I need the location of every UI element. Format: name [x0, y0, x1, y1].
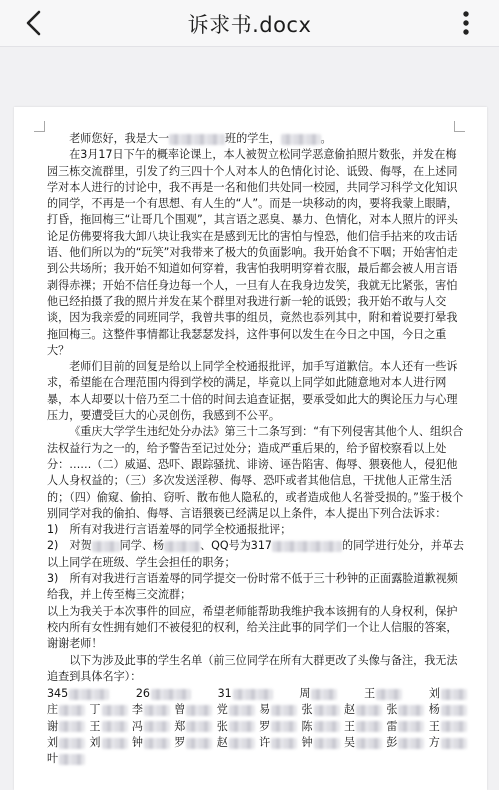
- student-name-text: 26: [135, 687, 150, 701]
- paragraph-text: 班的学生，: [225, 132, 281, 145]
- student-name-list: [47, 686, 467, 767]
- student-name: [386, 702, 424, 718]
- student-name: [386, 735, 424, 751]
- redaction-blur: [441, 689, 467, 700]
- student-name-text: 赵: [216, 735, 228, 749]
- paragraph-text: 老师们目前的回复是给以上同学全校通报批评，加手写道歉信。本人还有一些诉求，希望能在合理范围内得到学校的满足，毕竟以上同学如此随意地对本人进行网暴，本人却要以十倍乃至二十倍的时间去追查证据，要承受如此大的舆论压力与心理压力，要遭受巨大的心灵创伤，我感到不公平。: [47, 360, 458, 423]
- redaction-blur: [169, 134, 225, 145]
- redaction-blur: [271, 721, 297, 732]
- student-name-text: 杨: [428, 703, 440, 717]
- redaction-blur: [229, 738, 255, 749]
- redaction-blur: [311, 689, 337, 700]
- student-name: [259, 735, 297, 751]
- student-name-text: 张: [301, 703, 313, 717]
- redaction-blur: [356, 738, 382, 749]
- document-paragraph: [47, 522, 467, 538]
- redaction-blur: [272, 541, 342, 552]
- student-name: [344, 702, 382, 718]
- redaction-blur: [271, 738, 297, 749]
- student-name: [364, 686, 402, 702]
- student-name-text: 345: [47, 687, 69, 701]
- document-paragraph: [47, 424, 467, 522]
- redaction-blur: [59, 705, 85, 716]
- student-name-text: 王: [343, 719, 356, 733]
- paragraph-text: 1) 所有对我进行言语羞辱的同学全校通报批评；: [47, 523, 292, 537]
- redaction-blur: [314, 721, 340, 732]
- redaction-blur: [186, 721, 212, 732]
- student-name: [259, 702, 297, 718]
- paragraph-text: 同学、杨: [119, 539, 165, 553]
- name-row: [47, 719, 467, 735]
- student-name: [47, 735, 85, 751]
- paragraph-text: 3) 所有对我进行言语羞辱的同学提交一份时常不低于三十秒钟的正面露脸道歉视频给我，并上传至梅三交流群；: [47, 572, 458, 602]
- student-name-text: 郑: [174, 719, 186, 733]
- student-name: [132, 719, 170, 735]
- student-name: [47, 686, 109, 702]
- redaction-blur: [186, 705, 212, 716]
- redaction-blur: [164, 541, 200, 552]
- redaction-blur: [376, 689, 402, 700]
- document-paragraph: [47, 131, 467, 147]
- document-paragraph: [47, 604, 467, 653]
- redaction-blur: [356, 721, 382, 732]
- student-name-text: 吴: [343, 735, 356, 749]
- student-name-text: 易: [259, 703, 271, 717]
- redaction-blur: [102, 721, 128, 732]
- redaction-blur: [59, 754, 85, 765]
- student-name: [429, 719, 467, 735]
- student-name-text: 钟: [131, 735, 143, 749]
- redaction-blur: [186, 738, 212, 749]
- name-row: [47, 735, 467, 751]
- paragraph-text: 。: [320, 132, 332, 145]
- paragraph-text: 在3月17日下午的概率论课上，本人被贺立松同学恶意偷拍照片数张，并发在梅园三栋交流群里，引发了约三四十个人对本人的色情化讨论、诋毁、侮辱，在上述同学对本人进行的讨论中，我不再是一名和他们共处同一校园，共同学习科学文化知识的同学，不再是一个有思想、有人生的“人”。而是一块移动的肉，要将我蒙上眼睛，打昏，拖回梅三“让哥几个围观”，其言语之恶臭、暴力、色情化，对本人照片的评头论足仿佛要将我大卸八块让我实在是感到无比的害怕与惶恐，他们信手拈来的攻击话语、他们所以为的“玩笑”对我带来了极大的负面影响。我开始食不下咽；开始害怕走到公共场所；我开始不知道如何穿着，我害怕我明明穿着衣服，最后都会被人用言语剥得赤裸；开始不信任身边每一个人，一旦有人在我身边发笑，我就无比紧张，害怕他已经拍摄了我的照片并发在某个群里对我进行新一轮的诋毁；我开始不敢与人交谈，因为我亲爱的同班同学，我曾共事的组员，竟然也忝列其中，附和着说要打晕我拖回梅三。这整件事情都让我瑟瑟发抖，这件事何以发生在今日之中国，今日之重大？: [47, 148, 458, 357]
- redaction-blur: [281, 134, 321, 145]
- student-name: [429, 686, 467, 702]
- student-name-text: 许: [259, 735, 271, 749]
- student-name-text: 刘: [47, 735, 59, 749]
- paragraph-text: 、QQ号为317: [200, 539, 272, 553]
- redaction-blur: [356, 705, 382, 716]
- redaction-blur: [229, 705, 255, 716]
- document-paragraph: [47, 147, 467, 359]
- redaction-blur: [144, 721, 170, 732]
- document-paragraph: [47, 359, 467, 424]
- student-name: [429, 735, 467, 751]
- student-name: [217, 735, 255, 751]
- redaction-blur: [102, 705, 128, 716]
- student-name-text: 31: [217, 687, 232, 701]
- redaction-blur: [233, 689, 273, 700]
- student-name: [132, 735, 170, 751]
- redaction-blur: [441, 738, 467, 749]
- student-name: [344, 719, 382, 735]
- redaction-blur: [314, 705, 340, 716]
- page-margin-marker: [34, 121, 45, 132]
- document-paragraph: [47, 653, 467, 686]
- student-name: [217, 719, 255, 735]
- student-name-text: 罗: [174, 735, 186, 749]
- student-name-text: 曾: [174, 703, 186, 717]
- student-name: [259, 719, 297, 735]
- student-name: [47, 702, 85, 718]
- student-name-text: 王: [428, 719, 440, 733]
- student-name-text: 张: [386, 703, 398, 717]
- student-name-text: 张: [216, 719, 228, 733]
- student-name-text: 周: [299, 687, 311, 701]
- student-name: [217, 702, 255, 718]
- redaction-blur: [441, 721, 467, 732]
- student-name-text: 方: [428, 735, 440, 749]
- student-name: [47, 719, 85, 735]
- student-name: [344, 735, 382, 751]
- student-name-text: 赵: [343, 703, 356, 717]
- paragraph-text: 以上为我关于本次事件的回应，希望老师能帮助我维护我本该拥有的人身权利，保护校内所有女性拥有她们不被侵犯的权利，给关注此事的同学们一个让人信服的答案，谢谢老师！: [47, 604, 458, 651]
- document-paragraph: [47, 571, 467, 604]
- paragraph-text: 以下为涉及此事的学生名单（前三位同学在所有大群更改了头像与备注，我无法追查到具体名字）：: [47, 653, 458, 683]
- student-name-text: 丁: [89, 703, 101, 717]
- paragraph-text: 2) 对贺: [47, 539, 92, 553]
- student-name: [302, 702, 340, 718]
- paragraph-text: 老师您好，我是大一: [69, 132, 170, 145]
- student-name: [136, 686, 191, 702]
- redaction-blur: [59, 721, 85, 732]
- student-name: [386, 719, 424, 735]
- student-name-text: 庄: [47, 703, 59, 717]
- redaction-blur: [92, 541, 120, 552]
- student-name: [218, 686, 273, 702]
- student-name-text: 陈: [301, 719, 313, 733]
- redaction-blur: [151, 689, 191, 700]
- student-name: [89, 719, 127, 735]
- student-name: [174, 719, 212, 735]
- redaction-blur: [398, 705, 424, 716]
- student-name-text: 彭: [386, 735, 398, 749]
- document-body: [47, 131, 467, 768]
- paragraph-text: 《重庆大学学生违纪处分办法》第三十二条写到：“有下列侵害其他个人、组织合法权益行为之一的，给予警告至记过处分；造成严重后果的，给予留校察看以上处分：……（二）威逼、恐吓、跟踪骚扰、诽谤、诬告陷害、侮辱、猥亵他人，侵犯他人人身权益的；（三）多次发送淫秽、侮辱、恐吓或者其他信息，干扰他人正常生活的；（四）偷窥、偷拍、窃听、散布他人隐私的，或者造成他人名誉受损的。”鉴于极个别同学对我的偷拍、侮辱、言语猥亵已经满足以上条件，本人提出下列合法诉求：: [47, 425, 464, 520]
- student-name: [174, 702, 212, 718]
- redaction-blur: [314, 738, 340, 749]
- redaction-blur: [441, 705, 467, 716]
- student-name-text: 谢: [47, 719, 59, 733]
- redaction-blur: [398, 738, 424, 749]
- student-name-text: 刘: [428, 687, 440, 701]
- student-name-text: 王: [364, 687, 376, 701]
- document-title: 诉求书.docx: [187, 13, 312, 37]
- student-name-text: 王: [89, 719, 101, 733]
- name-row: [47, 751, 467, 767]
- student-name-text: 罗: [259, 719, 271, 733]
- student-name: [429, 702, 467, 718]
- document-paragraph: [47, 538, 467, 571]
- student-name: [302, 735, 340, 751]
- more-vertical-icon[interactable]: [451, 6, 481, 40]
- student-name: [89, 735, 127, 751]
- student-name-text: 冯: [131, 719, 143, 733]
- student-name-text: 党: [216, 703, 228, 717]
- student-name-text: 雷: [386, 719, 398, 733]
- name-row: [47, 686, 467, 702]
- redaction-blur: [144, 738, 170, 749]
- paragraph-text: 的同学进行处分，并革去以上同学在班级、学生会担任的职务；: [47, 539, 465, 569]
- student-name: [132, 702, 170, 718]
- redaction-blur: [59, 738, 85, 749]
- student-name-text: 李: [131, 703, 143, 717]
- document-page[interactable]: [14, 107, 487, 790]
- student-name: [302, 719, 340, 735]
- redaction-blur: [271, 705, 297, 716]
- redaction-blur: [229, 721, 255, 732]
- name-row: [47, 702, 467, 718]
- student-name: [299, 686, 337, 702]
- student-name-text: 叶: [47, 752, 59, 766]
- student-name: [47, 751, 85, 767]
- title-bar: [0, 0, 499, 47]
- redaction-blur: [69, 689, 109, 700]
- student-name-text: 刘: [89, 735, 101, 749]
- student-name: [89, 702, 127, 718]
- redaction-blur: [102, 738, 128, 749]
- redaction-blur: [398, 721, 424, 732]
- student-name-text: 钟: [301, 735, 313, 749]
- student-name: [174, 735, 212, 751]
- redaction-blur: [144, 705, 170, 716]
